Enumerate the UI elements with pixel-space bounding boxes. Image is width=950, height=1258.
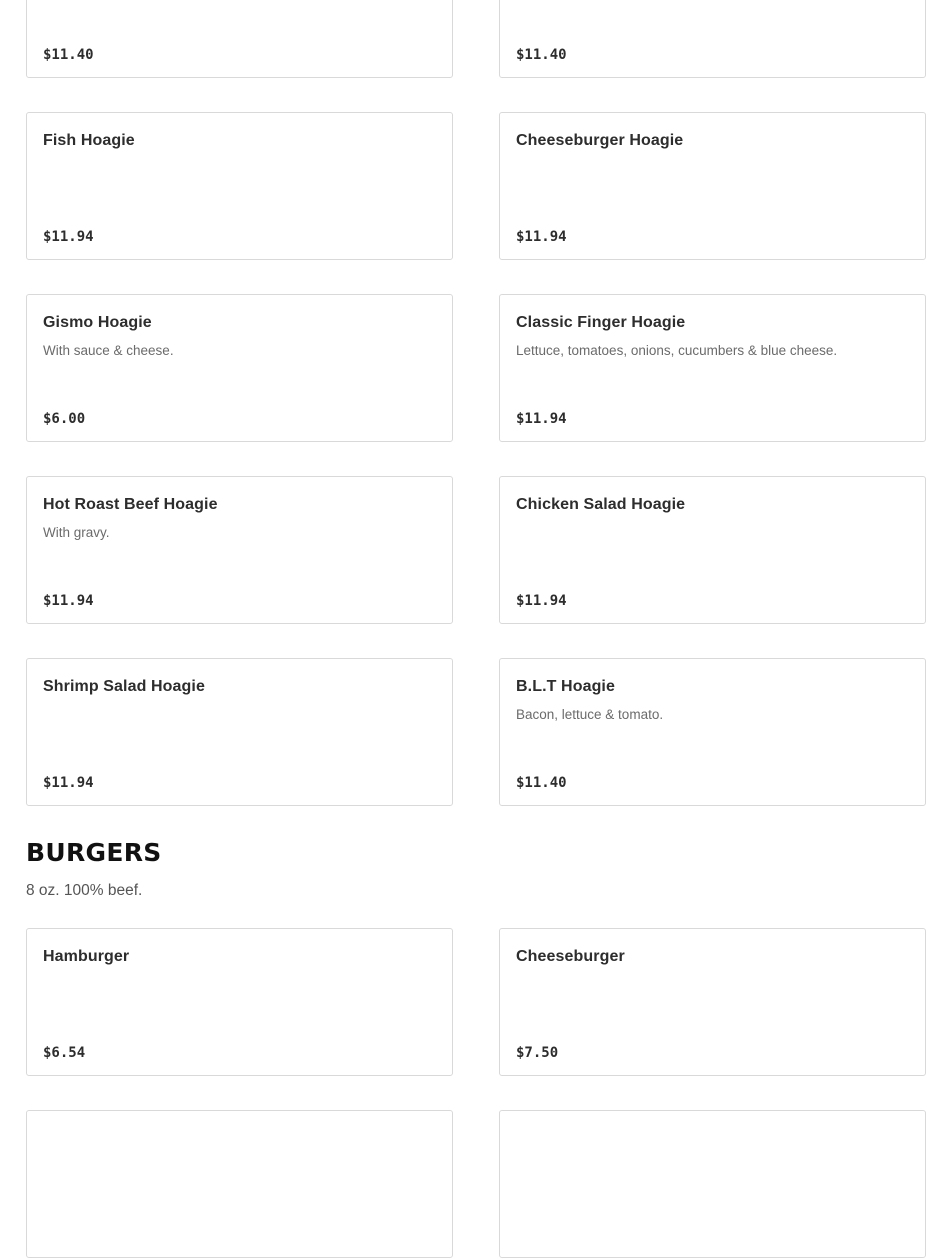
menu-item-card[interactable] xyxy=(26,294,453,442)
menu-item-card[interactable] xyxy=(499,0,926,78)
menu-item-price: $11.94 xyxy=(516,411,567,427)
menu-item-card[interactable] xyxy=(26,1110,453,1258)
menu-item-price: $7.50 xyxy=(516,1045,559,1061)
menu-item-card[interactable] xyxy=(499,112,926,260)
menu-item-description: With sauce & cheese. xyxy=(43,343,174,358)
menu-item-price: $11.94 xyxy=(43,593,94,609)
menu-item-description: Bacon, lettuce & tomato. xyxy=(516,707,664,722)
menu-item-price: $11.94 xyxy=(43,775,94,791)
menu-item-card[interactable] xyxy=(26,0,453,78)
section-subtitle-burgers: 8 oz. 100% beef. xyxy=(26,882,143,899)
menu-item-description: With gravy. xyxy=(43,525,110,540)
menu-item-name: Hot Roast Beef Hoagie xyxy=(43,496,218,513)
menu-item-card[interactable] xyxy=(26,928,453,1076)
menu-item-price: $11.94 xyxy=(516,229,567,245)
menu-item-card[interactable] xyxy=(26,476,453,624)
menu-item-name: Chicken Salad Hoagie xyxy=(516,496,686,513)
menu-item-price: $6.54 xyxy=(43,1045,86,1061)
section-title-burgers: BURGERS xyxy=(26,838,162,867)
menu-item-name: Classic Finger Hoagie xyxy=(516,314,686,331)
menu-item-price: $11.94 xyxy=(516,593,567,609)
menu-item-price: $11.40 xyxy=(516,47,567,63)
menu-item-name: Cheeseburger Hoagie xyxy=(516,132,684,149)
menu-item-name: Shrimp Salad Hoagie xyxy=(43,678,205,695)
menu-item-price: $11.40 xyxy=(516,775,567,791)
menu-item-price: $11.40 xyxy=(43,47,94,63)
menu-item-card[interactable] xyxy=(499,658,926,806)
menu-item-name: Fish Hoagie xyxy=(43,132,135,149)
menu-item-price: $11.94 xyxy=(43,229,94,245)
menu-item-card[interactable] xyxy=(499,476,926,624)
menu-item-card[interactable] xyxy=(26,112,453,260)
menu-item-description: Lettuce, tomatoes, onions, cucumbers & blue cheese. xyxy=(516,343,838,358)
menu-item-card[interactable] xyxy=(499,1110,926,1258)
menu-item-name: Hamburger xyxy=(43,948,130,965)
menu-item-card[interactable] xyxy=(26,658,453,806)
menu-item-card[interactable] xyxy=(499,928,926,1076)
menu-item-name: Cheeseburger xyxy=(516,948,625,965)
menu-item-name: Gismo Hoagie xyxy=(43,314,152,331)
menu-item-card[interactable] xyxy=(499,294,926,442)
menu-item-name: B.L.T Hoagie xyxy=(516,678,615,695)
menu-item-price: $6.00 xyxy=(43,411,86,427)
